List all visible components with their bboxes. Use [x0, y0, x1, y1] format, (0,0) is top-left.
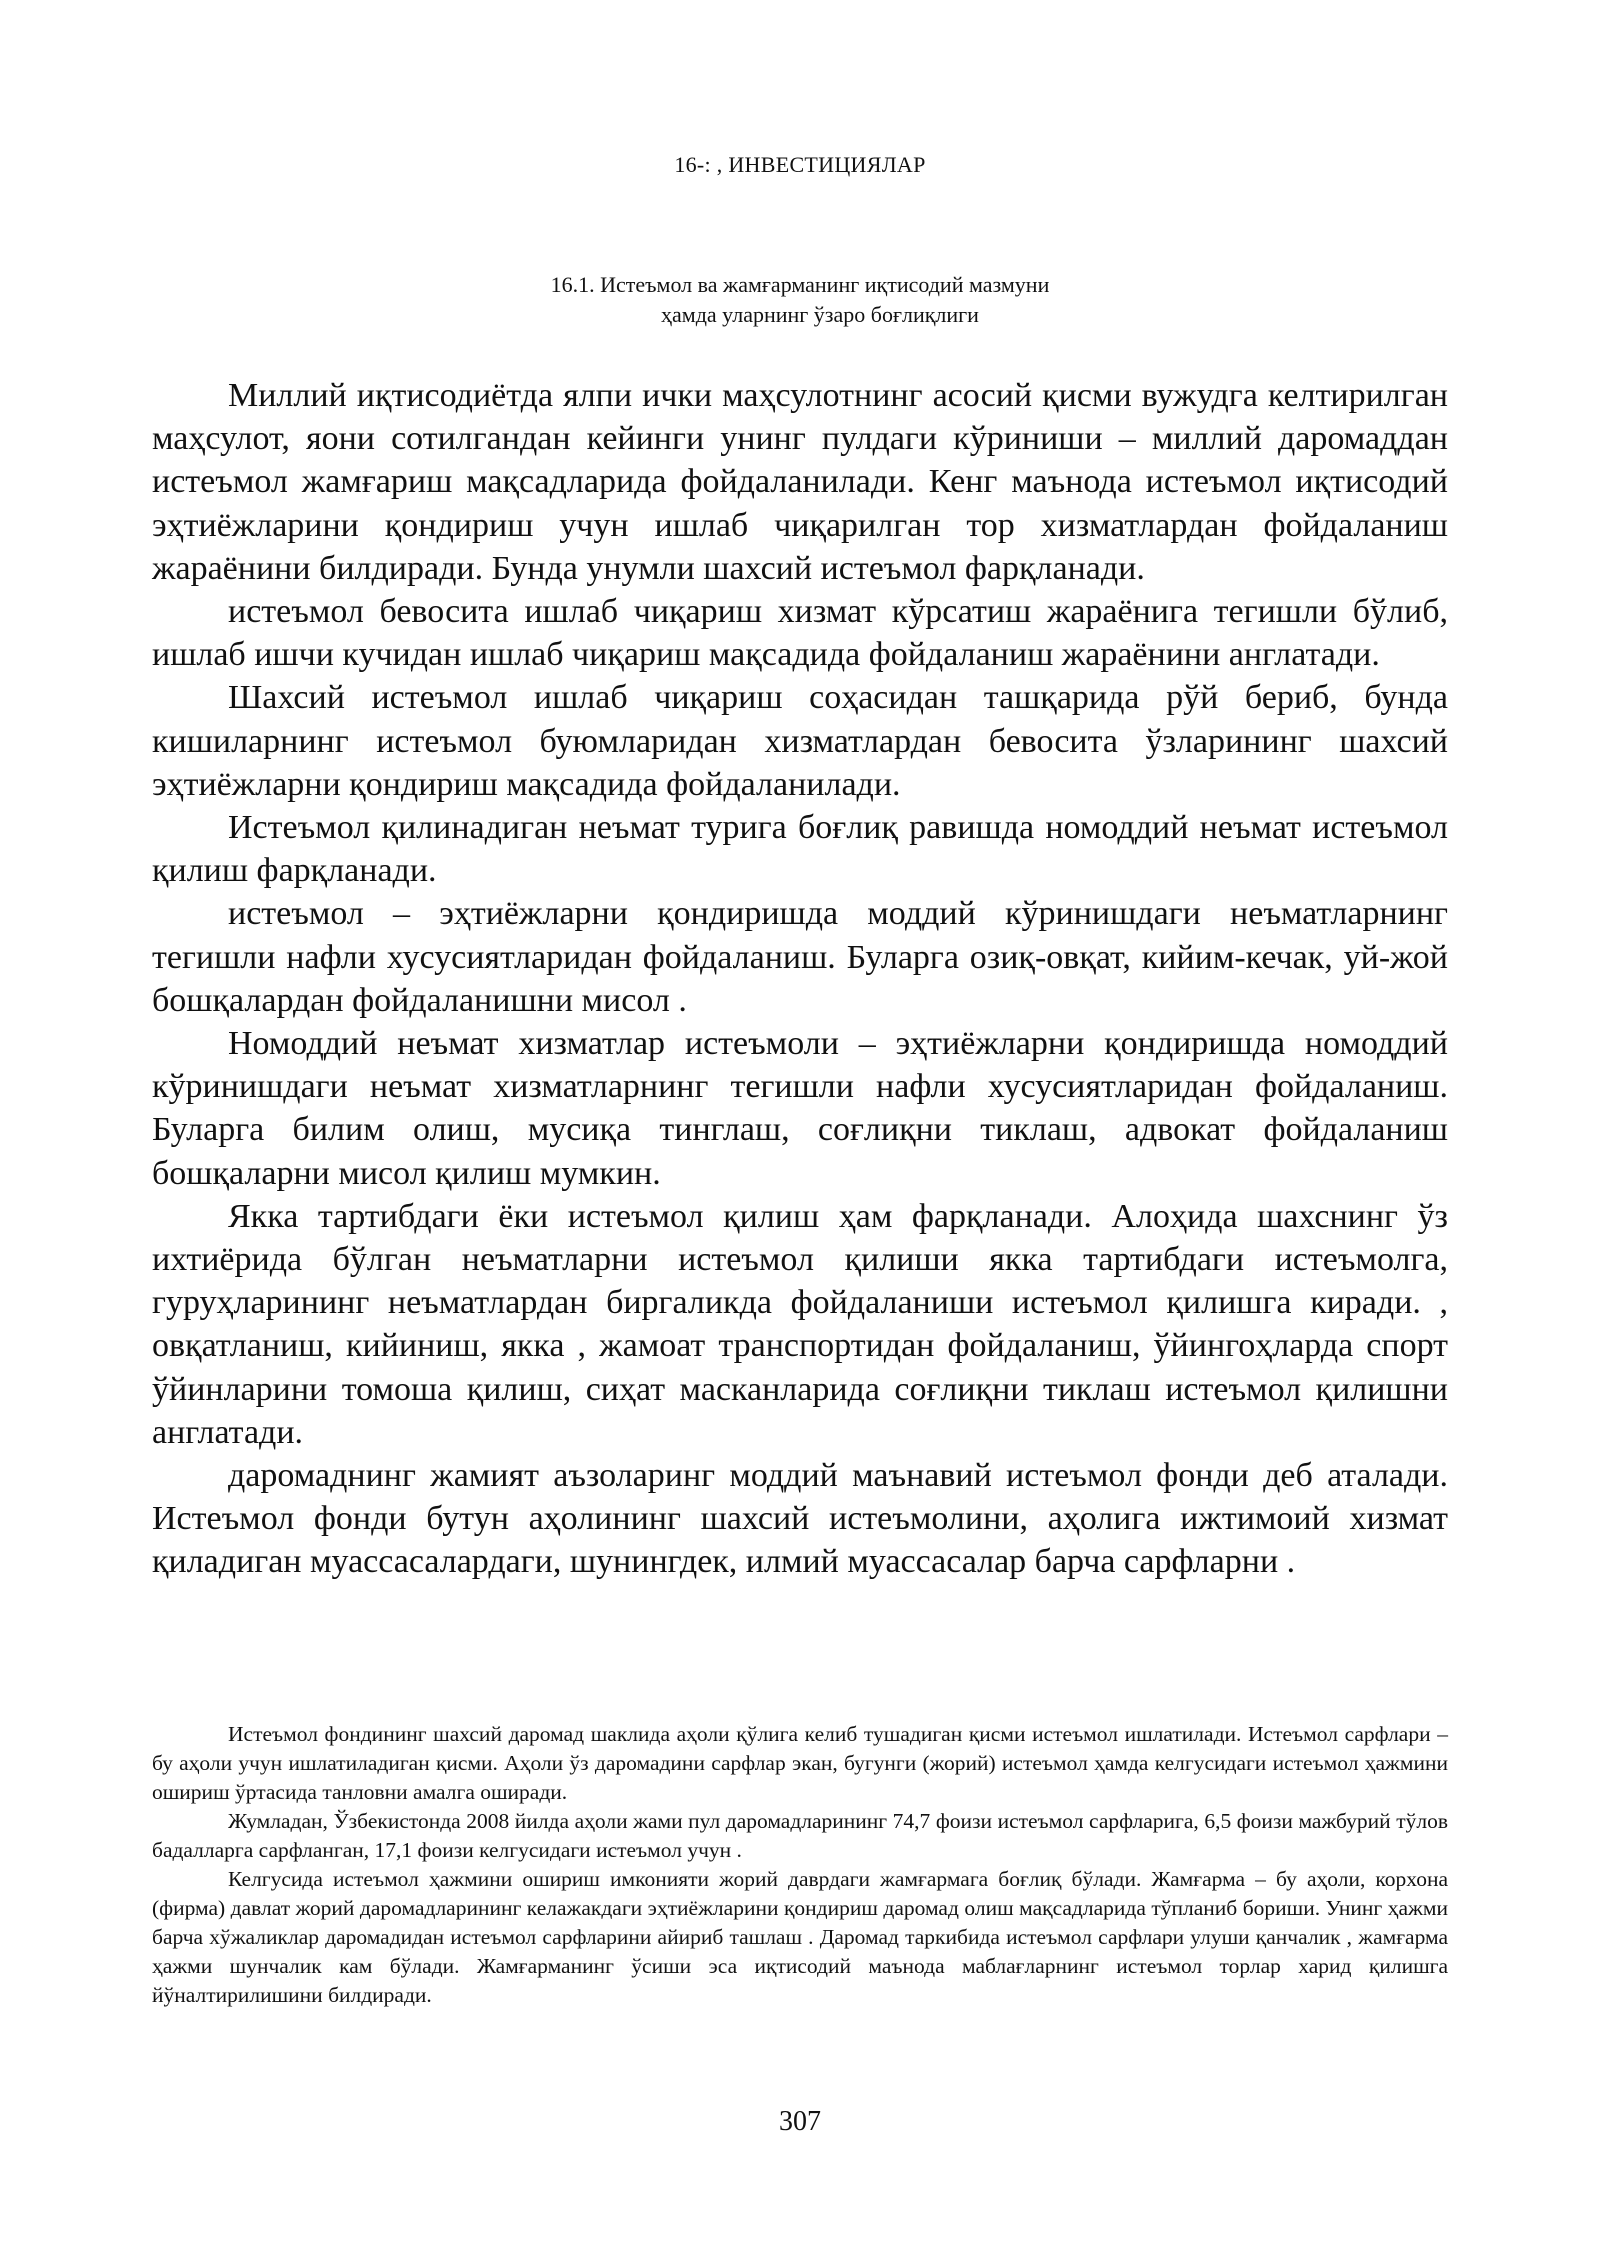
paragraph: Номоддий неъмат хизматлар истеъмоли – эҳтиёжларни қондиришда номоддий кўринишдаги неъмат хизматларнинг тегишли нафли хусусиятларидан фойдаланиш. Буларга билим олиш, мусиқа тинглаш, соғлиқни тиклаш, адвокат фойдаланиш бошқаларни мисол қилиш мумкин.: [152, 1025, 1448, 1192]
document-page: [152, 0, 1448, 2262]
note-paragraph: Жумладан, Ўзбекистонда 2008 йилда аҳоли жами пул даромадларининг 74,7 фоизи истеъмол сарфларига, 6,5 фоизи мажбурий тўлов бадалларга сарфланган, 17,1 фоизи келгусидаги истеъмол учун .: [152, 1809, 1448, 1862]
note-paragraph: Келгусида истеъмол ҳажмини ошириш имконияти жорий даврдаги жамғармага боғлиқ бўлади. Жамғарма – бу аҳоли, корхона (фирма) давлат жорий даромадларининг келажакдаги эҳтиёжларини қондириш даромад олиш мақсадларида тўпланиб бориши. Унинг ҳажми барча хўжаликлар даромадидан истеъмол сарфларини айириб ташлаш . Даромад таркибида истеъмол сарфлари улуши қанчалик , жамғарма ҳажми шунчалик кам бўлади. Жамғарманинг ўсиши эса иқтисодий маънода маблағларнинг истеъмол торлар харид қилишга йўналтирилишини билдиради.: [152, 1867, 1448, 2007]
section-title-line-1: 16.1. Истеъмол ва жамғарманинг иқтисодий мазмуни: [550, 272, 1050, 297]
paragraph: Якка тартибдаги ёки истеъмол қилиш ҳам фарқланади. Алоҳида шахснинг ўз ихтиёрида бўлган неъматларни истеъмол қилиши якка тартибдаги истеъмолга, гуруҳларининг неъматлардан биргаликда фойдаланиши истеъмол қилишга киради. , овқатланиш, кийиниш, якка , жамоат транспортидан фойдаланиш, ўйингоҳларда спорт ўйинларини томоша қилиш, сиҳат масканларида соғлиқни тиклаш истеъмол қилишни англатади.: [152, 1197, 1448, 1451]
page-number: 307: [779, 2106, 821, 2137]
small-print-notes: [152, 1720, 1448, 2010]
paragraph: истеъмол – эҳтиёжларни қондиришда моддий кўринишдаги неъматларнинг тегишли нафли хусусиятларидан фойдаланиш. Буларга озиқ-овқат, кийим-кечак, уй-жой бошқалардан фойдаланишни мисол .: [152, 895, 1448, 1019]
paragraph: Шахсий истеъмол ишлаб чиқариш соҳасидан ташқарида рўй бериб, бунда кишиларнинг истеъмол буюмларидан хизматлардан бевосита ўзларининг шахсий эҳтиёжларни қондириш мақсадида фойдаланилади.: [152, 679, 1448, 803]
paragraph: Миллий иқтисодиётда ялпи ички маҳсулотнинг асосий қисми вужудга келтирилган маҳсулот, яони сотилгандан кейинги унинг пулдаги кўриниши – миллий даромаддан истеъмол жамғариш мақсадларида фойдаланилади. Кенг маънода истеъмол иқтисодий эҳтиёжларини қондириш учун ишлаб чиқарилган тор хизматлардан фойдаланиш жараёнини билдиради. Бунда унумли шахсий истеъмол фарқланади.: [152, 377, 1448, 587]
paragraph: истеъмол бевосита ишлаб чиқариш хизмат кўрсатиш жараёнига тегишли бўлиб, ишлаб ишчи кучидан ишлаб чиқариш мақсадида фойдаланиш жараёнини англатади.: [152, 593, 1448, 674]
paragraph: даромаднинг жамият аъзоларинг моддий маънавий истеъмол фонди деб аталади. Истеъмол фонди бутун аҳолининг шахсий истеъмолини, аҳолига ижтимоий хизмат қиладиган муассасалардаги, шунингдек, илмий муассасалар барча сарфларни .: [152, 1457, 1448, 1581]
note-paragraph: Истеъмол фондининг шахсий даромад шаклида аҳоли қўлига келиб тушадиган қисми истеъмол ишлатилади. Истеъмол сарфлари – бу аҳоли учун ишлатиладиган қисми. Аҳоли ўз даромадини сарфлар экан, бугунги (жорий) истеъмол ҳамда келгусидаги истеъмол ҳажмини ошириш ўртасида танловни амалга оширади.: [152, 1722, 1448, 1804]
main-text: [152, 374, 1448, 1584]
section-title: [152, 270, 1448, 330]
section-title-line-2: ҳамда уларнинг ўзаро боғлиқлиги: [661, 302, 979, 327]
paragraph: Истеъмол қилинадиган неъмат турига боғлиқ равишда номоддий неъмат истеъмол қилиш фарқланади.: [152, 809, 1448, 890]
chapter-heading: 16-: , ИНВЕСТИЦИЯЛАР: [674, 152, 926, 177]
